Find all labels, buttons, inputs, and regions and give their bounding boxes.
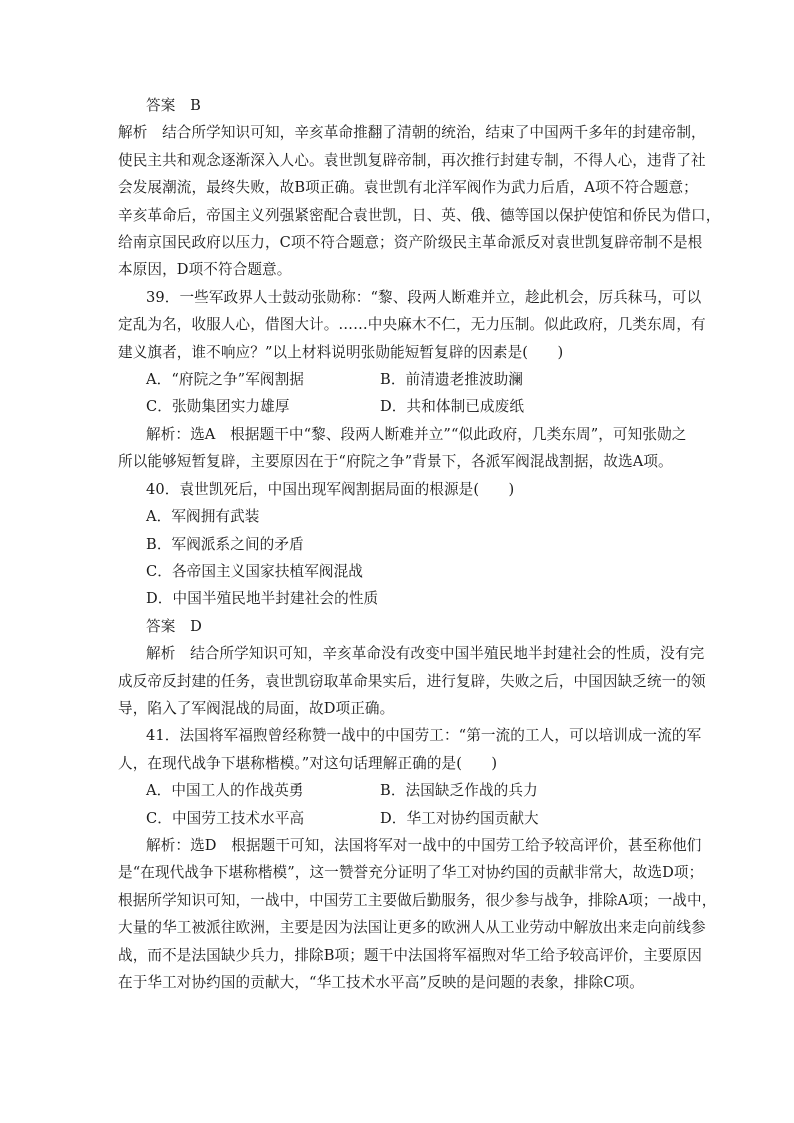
options-row bbox=[118, 366, 678, 393]
option-c: C．中国劳工技术水平高 bbox=[146, 809, 305, 827]
option-d: D．中国半殖民地半封建社会的性质 bbox=[146, 590, 379, 608]
question-line: 定乱为名，收服人心，借图大计。……中央麻木不仁，无力压制。似此政府，几类东周，有 bbox=[118, 316, 706, 334]
option-a: A．中国工人的作战英勇 bbox=[146, 782, 304, 800]
option-c: C．张勋集团实力雄厚 bbox=[146, 398, 290, 416]
analysis-line: 解析：选A 根据题干中“黎、段两人断难并立”“似此政府，几类东周”，可知张勋之 bbox=[146, 425, 687, 443]
question-40 bbox=[118, 476, 706, 723]
options-row bbox=[118, 393, 678, 420]
answer-label: 答案 B bbox=[146, 97, 201, 114]
analysis-line: 会发展潮流，最终失败，故B项正确。袁世凯有北洋军阀作为武力后盾，A项不符合题意； bbox=[118, 179, 698, 197]
option-d: D．华工对协约国贡献大 bbox=[380, 809, 539, 827]
question-line: 40．袁世凯死后，中国出现军阀割据局面的根源是( ) bbox=[146, 480, 515, 498]
analysis-line: 解析 结合所学知识可知，辛亥革命推翻了清朝的统治，结束了中国两千多年的封建帝制， bbox=[118, 124, 706, 142]
question-line: 41．法国将军福煦曾经称赞一战中的中国劳工：“第一流的工人，可以培训成一流的军 bbox=[146, 727, 702, 745]
options-row bbox=[118, 805, 678, 832]
analysis-line: 在于华工对协约国的贡献大，“华工技术水平高”反映的是问题的表象，排除C项。 bbox=[118, 974, 644, 991]
question-39 bbox=[118, 284, 706, 476]
question-line: 39．一些军政界人士鼓动张勋称：“黎、段两人断难并立，趁此机会，厉兵秣马，可以 bbox=[146, 288, 702, 306]
analysis-block bbox=[118, 119, 721, 283]
analysis-line: 成反帝反封建的任务，袁世凯窃取革命果实后，进行复辟，失败之后，中国因缺乏统一的领 bbox=[118, 672, 706, 690]
analysis-line: 大量的华工被派往欧洲，主要是因为法国让更多的欧洲人从工业劳动中解放出来走向前线参 bbox=[118, 919, 706, 937]
answer-label: 答案 D bbox=[146, 617, 202, 635]
option-a: A．“府院之争”军阀割据 bbox=[146, 371, 305, 389]
option-c: C．各帝国主义国家扶植军阀混战 bbox=[146, 562, 363, 580]
question-line: 人，在现代战争下堪称楷模。”对这句话理解正确的是( ) bbox=[118, 754, 498, 772]
options-row bbox=[118, 777, 678, 804]
analysis-line: 导，陷入了军阀混战的局面，故D项正确。 bbox=[118, 699, 395, 717]
question-line: 建义旗者，谁不响应？”以上材料说明张勋能短暂复辟的因素是( ) bbox=[118, 343, 564, 361]
analysis-line: 解析 结合所学知识可知，辛亥革命没有改变中国半殖民地半封建社会的性质，没有完 bbox=[146, 645, 705, 663]
analysis-line: 使民主共和观念逐渐深入人心。袁世凯复辟帝制，再次推行封建专制，不得人心，违背了社 bbox=[118, 151, 706, 169]
option-a: A．军阀拥有武装 bbox=[146, 508, 260, 526]
analysis-line: 所以能够短暂复辟，主要原因在于“府院之争”背景下，各派军阀混战割据，故选A项。 bbox=[118, 453, 673, 471]
analysis-line: 给南京国民政府以压力，C项不符合题意；资产阶级民主革命派反对袁世凯复辟帝制不是根 bbox=[118, 234, 703, 252]
analysis-line: 本原因，D项不符合题意。 bbox=[118, 261, 292, 279]
option-d: D．共和体制已成废纸 bbox=[380, 398, 525, 416]
question-41 bbox=[118, 722, 717, 996]
analysis-line: 是“在现代战争下堪称楷模”，这一赞誉充分证明了华工对协约国的贡献非常大，故选D项； bbox=[118, 864, 704, 882]
analysis-line: 解析：选D 根据题干可知，法国将军对一战中的中国劳工给予较高评价，甚至称他们 bbox=[146, 836, 702, 854]
analysis-line: 根据所学知识可知，一战中，中国劳工主要做后勤服务，很少参与战争，排除A项；一战中， bbox=[118, 891, 717, 909]
analysis-line: 战，而不是法国缺少兵力，排除B项；题干中法国将军福煦对华工给予较高评价，主要原因 bbox=[118, 946, 702, 964]
option-b: B．军阀派系之间的矛盾 bbox=[146, 535, 304, 553]
analysis-line: 辛亥革命后，帝国主义列强紧密配合袁世凯，日、英、俄、德等国以保护使馆和侨民为借口， bbox=[118, 206, 721, 224]
option-b: B．前清遗老推波助澜 bbox=[380, 371, 524, 389]
option-b: B．法国缺乏作战的兵力 bbox=[380, 782, 538, 800]
document-page bbox=[118, 92, 721, 996]
